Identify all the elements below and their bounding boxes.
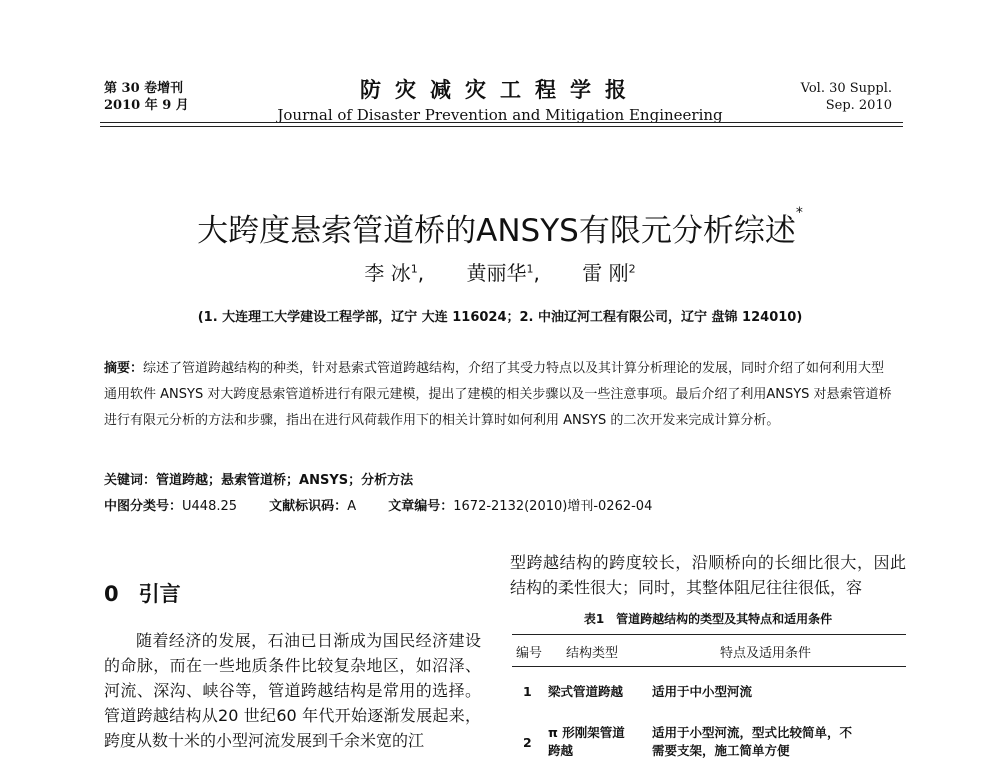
table-cell-type: 梁式管道跨越 (548, 684, 624, 699)
volume-issue: 第 30 卷增刊 (104, 81, 184, 96)
table-header-no: 编号 (516, 646, 543, 661)
class-label: 中图分类号： (104, 499, 183, 514)
keywords-text: 管道跨越；悬索管道桥；ANSYS；分析方法 (156, 473, 414, 488)
table-cell-type-cont: 跨越 (548, 743, 574, 758)
publish-date: 2010 年 9 月 (104, 98, 189, 113)
table-cell-desc-cont: 需要支架，施工简单方便 (652, 743, 790, 758)
articleno-value: 1672-2132(2010)增刊-0262-04 (453, 499, 653, 514)
section-heading (104, 578, 181, 608)
abstract (104, 356, 896, 434)
author-affil-mark: 1 (526, 262, 534, 276)
table-top-rule (512, 634, 906, 635)
volume-info-en (801, 80, 892, 114)
keywords (104, 469, 413, 488)
doccode-label: 文献标识码： (269, 499, 348, 514)
section-title: 引言 (138, 582, 181, 606)
author-name: 李 冰 (364, 261, 411, 285)
title-footnote-mark: * (795, 205, 803, 221)
author (467, 261, 540, 285)
table-cell-desc: 适用于中小型河流 (652, 684, 753, 699)
author-sep: , (417, 261, 425, 285)
articleno-label: 文章编号： (388, 499, 454, 514)
table-cell-no: 2 (523, 735, 532, 750)
table-header-rule (512, 666, 906, 667)
table-cell-desc: 适用于小型河流，型式比较简单，不 (652, 725, 853, 740)
publish-date-en: Sep. 2010 (825, 98, 892, 113)
abstract-label: 摘要： (104, 361, 144, 376)
author (582, 261, 635, 285)
classification-line (104, 495, 652, 514)
article-title (0, 205, 1000, 250)
article-title-text: 大跨度悬索管道桥的ANSYS有限元分析综述 (197, 213, 796, 249)
journal-title-en: Journal of Disaster Prevention and Mitigation Engineering (277, 106, 723, 124)
doccode-value: A (347, 499, 357, 514)
author-affil-mark: 2 (628, 262, 636, 276)
author-name: 雷 刚 (582, 261, 629, 285)
table-caption: 表1 管道跨越结构的类型及其特点和适用条件 (583, 612, 833, 626)
right-paragraph: 型跨越结构的跨度较长，沿顺桥向的长细比很大，因此结构的柔性很大；同时，其整体阻尼往往很低，容 (510, 553, 906, 597)
author-sep: , (533, 261, 540, 285)
header-rule-thin (100, 126, 903, 127)
journal-title-cn: 防灾减灾工程学报 (360, 78, 640, 102)
abstract-text: 综述了管道跨越结构的种类，针对悬索式管道跨越结构，介绍了其受力特点以及其计算分析理论的发展，同时介绍了如何利用大型通用软件 ANSYS 对大跨度悬索管道桥进行有限元建模，提出了建模的相关步骤以及一些注意事项。最后介绍了利用ANSYS 对悬索管道桥进行有限元分析的方法和步骤，指出在进行风荷载作用下的相关计算时如何利用 ANSYS 的二次开发来完成计算分析。 (104, 361, 892, 428)
affiliations: (1. 大连理工大学建设工程学部，辽宁 大连 116024；2. 中油辽河工程有限公司，辽宁 盘锦 124010) (197, 310, 803, 325)
intro-paragraph: 随着经济的发展，石油已日渐成为国民经济建设的命脉，而在一些地质条件比较复杂地区，如沼泽、河流、深沟、峡谷等，管道跨越结构是常用的选择。管道跨越结构从20 世纪60 年代开始逐渐发展起来，跨度从数十米的小型河流发展到千余米宽的江 (104, 631, 481, 750)
table-cell-type: π 形刚架管道 (548, 725, 625, 740)
volume-issue-en: Vol. 30 Suppl. (800, 81, 892, 96)
class-value: U448.25 (182, 499, 238, 514)
author-affil-mark: 1 (410, 262, 418, 276)
keywords-label: 关键词： (104, 473, 157, 488)
table-header-type: 结构类型 (566, 646, 619, 661)
author-list (0, 257, 1000, 286)
section-number: 0 (104, 582, 119, 606)
table-header-desc: 特点及适用条件 (720, 646, 812, 661)
header-rule (100, 122, 903, 123)
author (364, 261, 424, 285)
table-cell-no: 1 (523, 684, 532, 699)
author-name: 黄丽华 (466, 261, 527, 285)
